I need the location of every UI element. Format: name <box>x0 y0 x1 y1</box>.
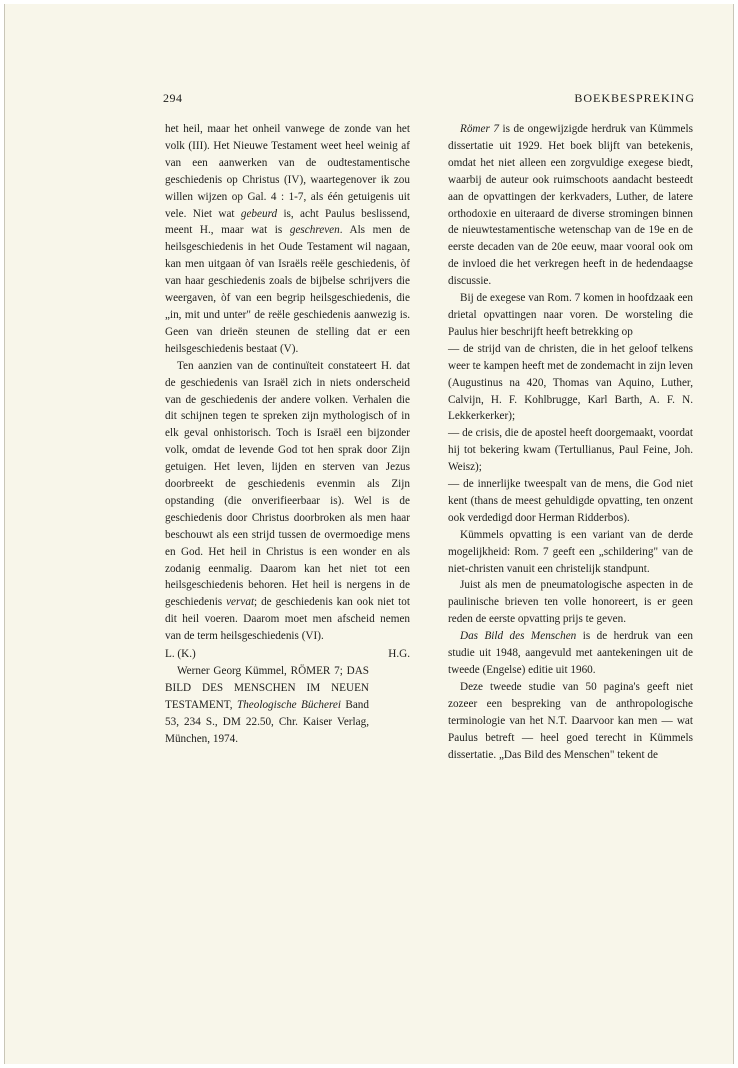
paragraph <box>448 679 693 764</box>
italic-text: geschreven <box>289 224 340 237</box>
signature-initials-left: L. (K.) <box>165 648 196 661</box>
list-item <box>448 341 693 426</box>
book-reference <box>165 663 369 748</box>
paragraph <box>448 577 693 628</box>
list-item <box>448 476 693 527</box>
paragraph <box>448 121 693 290</box>
text-run: ; de geschiedenis kan ook niet tot dit heil voeren. Daarom moet men afscheid nemen van de term heilsgeschiedenis (VI). <box>165 596 410 643</box>
left-column <box>165 121 410 748</box>
italic-text: Das Bild des Menschen <box>460 630 577 643</box>
right-column <box>448 121 693 763</box>
italic-text: vervat <box>226 596 255 609</box>
text-run: Kümmels opvatting is een variant van de derde mogelijkheid: Rom. 7 geeft een „schildering" van de niet-christen vanuit een christelijk standpunt. <box>448 528 693 575</box>
italic-text: gebeurd <box>240 207 278 220</box>
text-run: — de crisis, die de apostel heeft doorgemaakt, voordat hij tot bekering kwam (Tertullianus, Paul Feine, Joh. Weisz); <box>448 427 693 474</box>
text-run: — de strijd van de christen, die in het geloof telkens weer te kampen heeft met de zondemacht in zijn leven (Augustinus na 420, Thomas van Aquino, Luther, Calvijn, H. F. Kohlbrugge, Karl Barth, A. F. N. Lekkerkerker); <box>448 342 693 423</box>
text-run: Deze tweede studie van 50 pagina's geeft niet zozeer een bespreking van de anthropologische terminologie van het N.T. Daarvoor kan men — wat Paulus betreft — heel goed terecht in Kümmels dissertatie. „Das Bild des Menschen" tekent de <box>448 680 693 761</box>
review-signature <box>165 646 410 663</box>
running-title: BOEKBESPREKING <box>574 91 695 105</box>
page-sheet <box>4 4 734 1064</box>
paragraph <box>448 527 693 578</box>
paragraph <box>448 628 693 679</box>
italic-text: Theologische Bücherei <box>236 698 341 711</box>
text-run: — de innerlijke tweespalt van de mens, die God niet kent (thans de meest gehuldigde opvatting, ten onzent ook verdedigd door Herman Ridderbos). <box>448 478 693 524</box>
text-run: is, acht Paulus beslissend, meent H., maar wat is <box>165 207 410 237</box>
paragraph <box>448 290 693 341</box>
page-number: 294 <box>163 91 183 105</box>
text-run: is de herdruk van een studie uit 1948, aangevuld met aantekeningen uit de tweede (Engelse) editie uit 1960. <box>448 630 693 676</box>
italic-text: Römer 7 <box>460 123 499 135</box>
paragraph <box>165 121 410 358</box>
text-run: . Als men de heilsgeschiedenis in het Oude Testament wil nagaan, kan men uitgaan òf van Israëls reële geschiedenis, òf van haar geschiedenis zoals de bijbelse schrijvers die weergaven, òf van een begrip heilsgeschiedenis, die „in, mit und unter" de reële geschiedenis aanwezig is. Geen van drieën steunen de stelling dat er een heilsgeschiedenis bestaat (V). <box>165 224 411 355</box>
text-run: Bij de exegese van Rom. 7 komen in hoofdzaak een drietal opvattingen naar voren. De worsteling die Paulus hier beschrijft heeft betrekking op <box>448 292 693 338</box>
list-item <box>448 425 693 476</box>
text-run: Ten aanzien van de continuïteit constateert H. dat de geschiedenis van Israël zich in niets onderscheid van de geschiedenis der andere volken. Verhalen die dit schijnen tegen te spreken zijn mythologisch of in elk geval onhistorisch. Toch is Israël een bijzonder volk, omdat de levende God tot hen sprak door Zijn getuigen. Het leven, lijden en sterven van Jezus doorbreekt de geschiedenis evenmin als Zijn opstanding (die onverifieerbaar is). Wel is de geschiedenis door Christus doorbroken als men haar beschouwt als een strijd tussen de overmoedige mens en God. Het heil in Christus is een wonder en als zodanig eenmalig. Daarom kan het niet tot een heilsgeschiedenis behoren. Het heil is nergens in de geschiedenis <box>165 359 410 609</box>
text-run: is de ongewijzigde herdruk van Kümmels dissertatie uit 1929. Het boek blijft van betekenis, omdat het niet alleen een zorgvuldige exegese biedt, waarbij de auteur ook ruimschoots aandacht besteedt aan de opvattingen der kerkvaders, Luther, de latere orthodoxie en uiteraard de diverse stromingen binnen de nieuwtestamentische wetenschap van de 19e en de eerste decaden van de 20e eeuw, maar vooral ook om de invloed die het verkregen heeft in de hedendaagse discussie. <box>448 123 693 288</box>
text-run: Werner Georg Kümmel, RÖMER 7; DAS BILD DES MENSCHEN IM NEUEN TESTAMENT, <box>165 665 369 711</box>
paragraph <box>165 358 410 645</box>
text-run: het heil, maar het onheil vanwege de zonde van het volk (III). Het Nieuwe Testament weet heel weinig af van een aanwerken van de oudtestamentische geschiedenis op Christus (IV), waartegenover ik zou willen wijzen op Gal. 4 : 1-7, als één getuigenis uit vele. Niet wat <box>165 123 410 220</box>
text-run: Juist als men de pneumatologische aspecten in de paulinische brieven ten volle honoreert, is er geen reden de eerste opvatting prijs te geven. <box>448 579 693 626</box>
signature-initials-right: H.G. <box>388 648 410 661</box>
text-run: Band 53, 234 S., DM 22.50, Chr. Kaiser Verlag, München, 1974. <box>165 698 369 745</box>
